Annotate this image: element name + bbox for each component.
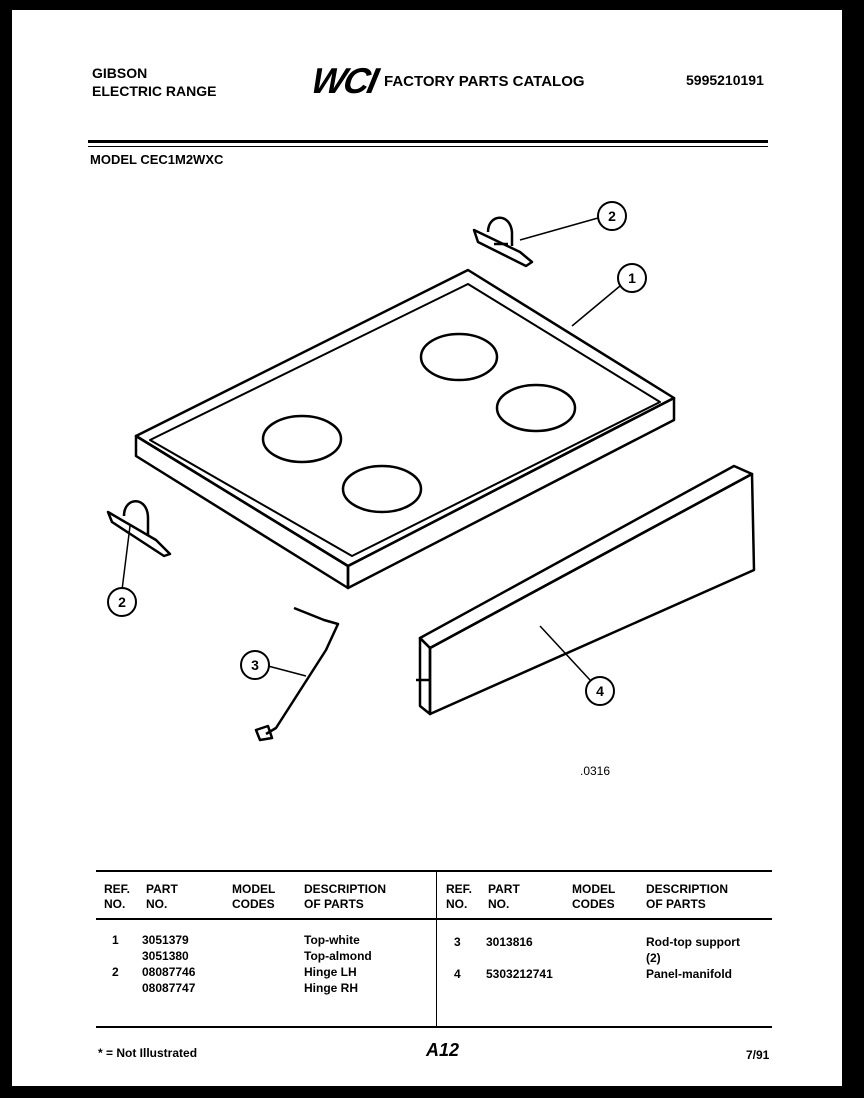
header-ref-line2: NO. (104, 897, 126, 911)
header-model-left (232, 882, 275, 912)
row-ref: 1 (112, 933, 119, 947)
header-part-right (488, 882, 520, 912)
header-desc-right (646, 882, 728, 912)
row-part-number: 3051379 (142, 933, 189, 947)
row-part-number: 08087746 (142, 965, 196, 979)
header-desc-left (304, 882, 386, 912)
table-header-rule (96, 918, 772, 920)
row-ref: 3 (454, 935, 461, 949)
header-ref-left (104, 882, 130, 912)
header-part-line1: PART (488, 882, 520, 896)
row-description: (2) (646, 951, 661, 965)
header-desc-line2: OF PARTS (646, 897, 706, 911)
hinge-rh-drawing (474, 218, 532, 266)
header-model-line1: MODEL (572, 882, 616, 896)
row-ref: 4 (454, 967, 461, 981)
header-model-line1: MODEL (232, 882, 276, 896)
row-description: Rod-top support (646, 935, 740, 949)
table-bottom-rule (96, 1026, 772, 1028)
row-part-number: 5303212741 (486, 967, 553, 981)
row-part-number: 3013816 (486, 935, 533, 949)
table-top-rule (96, 870, 772, 872)
header-desc-line2: OF PARTS (304, 897, 364, 911)
row-description: Hinge RH (304, 981, 358, 995)
not-illustrated-note: * = Not Illustrated (98, 1046, 198, 1060)
header-part-line2: NO. (488, 897, 510, 911)
catalog-title: FACTORY PARTS CATALOG (383, 72, 585, 90)
header-part-left (146, 882, 178, 912)
parts-table (96, 870, 772, 1030)
callout-leaders (122, 218, 620, 680)
row-part-number: 3051380 (142, 949, 189, 963)
panel-manifold-drawing (416, 466, 754, 714)
row-description: Top-almond (304, 949, 372, 963)
table-column-divider (436, 870, 437, 1026)
model-number: MODEL CEC1M2WXC (90, 152, 224, 167)
header-desc-line1: DESCRIPTION (304, 882, 387, 896)
brand-name: GIBSON (92, 65, 148, 81)
wci-logo: WCI (307, 60, 381, 101)
header-model-line2: CODES (572, 897, 615, 911)
callout-label-3: 3 (251, 657, 259, 673)
catalog-page (12, 10, 842, 1086)
header-ref-line2: NO. (446, 897, 468, 911)
callout-label-2b: 2 (118, 594, 126, 610)
row-description: Top-white (304, 933, 360, 947)
catalog-number: 5995210191 (686, 72, 764, 88)
header-desc-line1: DESCRIPTION (646, 882, 729, 896)
page-number: A12 (426, 1040, 460, 1060)
row-description: Panel-manifold (646, 967, 733, 981)
header-model-line2: CODES (232, 897, 275, 911)
header-part-line1: PART (146, 882, 178, 896)
row-part-number: 08087747 (142, 981, 196, 995)
header-ref-line1: REF. (104, 882, 131, 896)
figure-id: .0316 (580, 764, 611, 778)
callout-label-2a: 2 (608, 208, 616, 224)
hinge-lh-drawing (108, 501, 170, 556)
row-description: Hinge LH (304, 965, 357, 979)
product-type: ELECTRIC RANGE (92, 83, 217, 99)
callout-label-4: 4 (596, 683, 604, 699)
header-ref-line1: REF. (446, 882, 473, 896)
cooktop-drawing (136, 270, 674, 588)
row-ref: 2 (112, 965, 119, 979)
header-ref-right (446, 882, 472, 912)
revision-date: 7/91 (746, 1048, 770, 1062)
exploded-parts-diagram (12, 10, 842, 850)
header-part-line2: NO. (146, 897, 168, 911)
callout-label-1: 1 (628, 270, 636, 286)
header-model-right (572, 882, 615, 912)
